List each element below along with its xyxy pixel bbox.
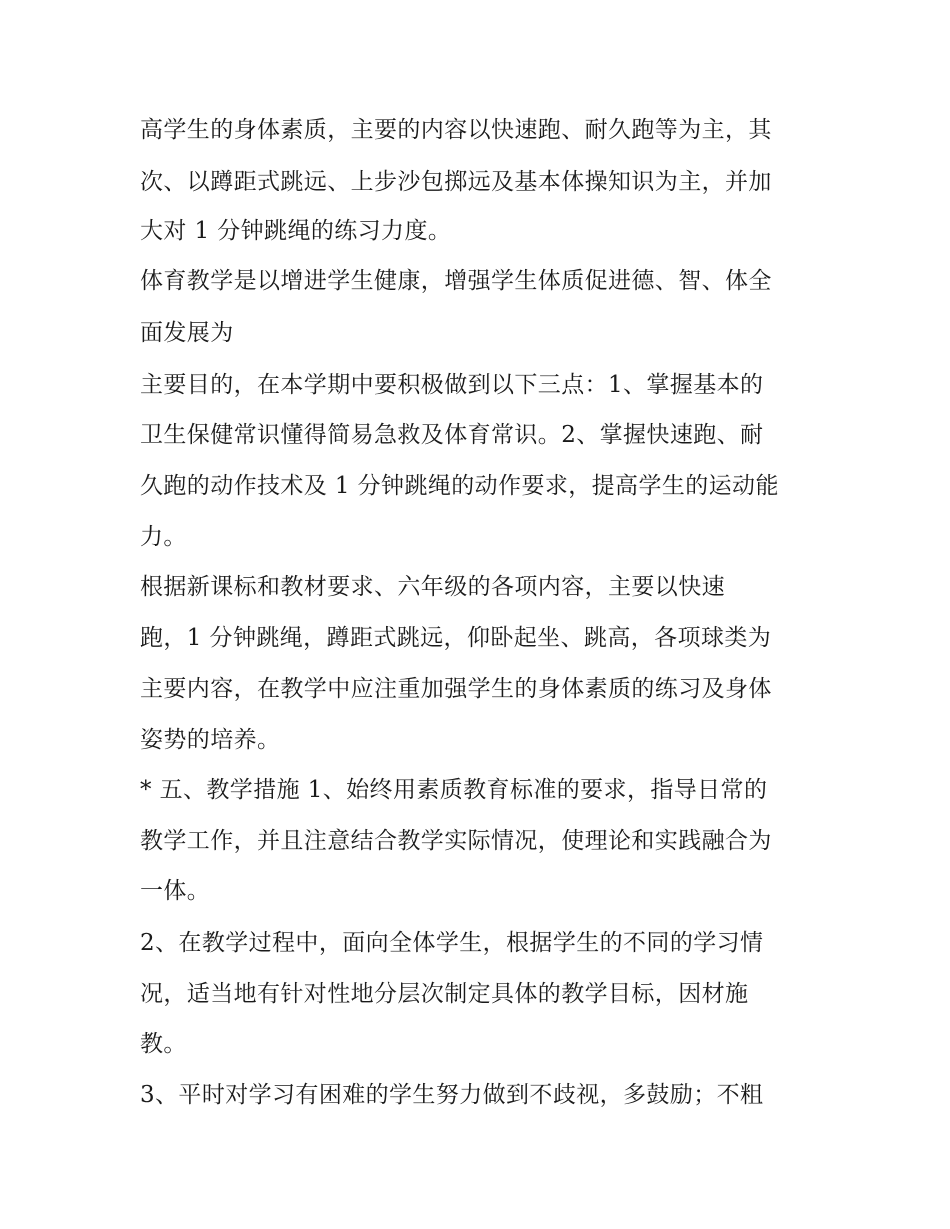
text-line: 姿势的培养。: [140, 727, 281, 753]
text-line: * 五、教学措施 1、始终用素质教育标准的要求，指导日常的: [140, 777, 768, 803]
text-line: 况，适当地有针对性地分层次制定具体的教学目标，因材施: [140, 981, 749, 1007]
text-line: 主要目的，在本学期中要积极做到以下三点：1、掌握基本的: [140, 372, 764, 398]
text-line: 高学生的身体素质，主要的内容以快速跑、耐久跑等为主，其: [140, 117, 772, 143]
text-line: 教。: [140, 1031, 187, 1057]
text-line: 跑，1 分钟跳绳，蹲距式跳远，仰卧起坐、跳高，各项球类为: [140, 625, 772, 651]
text-line: 久跑的动作技术及 1 分钟跳绳的动作要求，提高学生的运动能: [140, 473, 779, 499]
text-line: 面发展为: [140, 320, 234, 346]
text-line: 2、在教学过程中，面向全体学生，根据学生的不同的学习情: [140, 930, 764, 956]
text-line: 教学工作，并且注意结合教学实际情况，使理论和实践融合为: [140, 828, 772, 854]
text-line: 根据新课标和教材要求、六年级的各项内容，主要以快速: [140, 574, 725, 600]
text-line: 次、以蹲距式跳远、上步沙包掷远及基本体操知识为主，并加: [140, 169, 772, 195]
text-line: 体育教学是以增进学生健康，增强学生体质促进德、智、体全: [140, 268, 772, 294]
text-line: 卫生保健常识懂得简易急救及体育常识。2、掌握快速跑、耐: [140, 422, 764, 448]
text-line: 力。: [140, 524, 187, 550]
text-line: 一体。: [140, 878, 211, 904]
text-line: 主要内容，在教学中应注重加强学生的身体素质的练习及身体: [140, 676, 772, 702]
text-line: 3、平时对学习有困难的学生努力做到不歧视，多鼓励；不粗: [140, 1082, 764, 1108]
text-line: 大对 1 分钟跳绳的练习力度。: [140, 218, 452, 244]
